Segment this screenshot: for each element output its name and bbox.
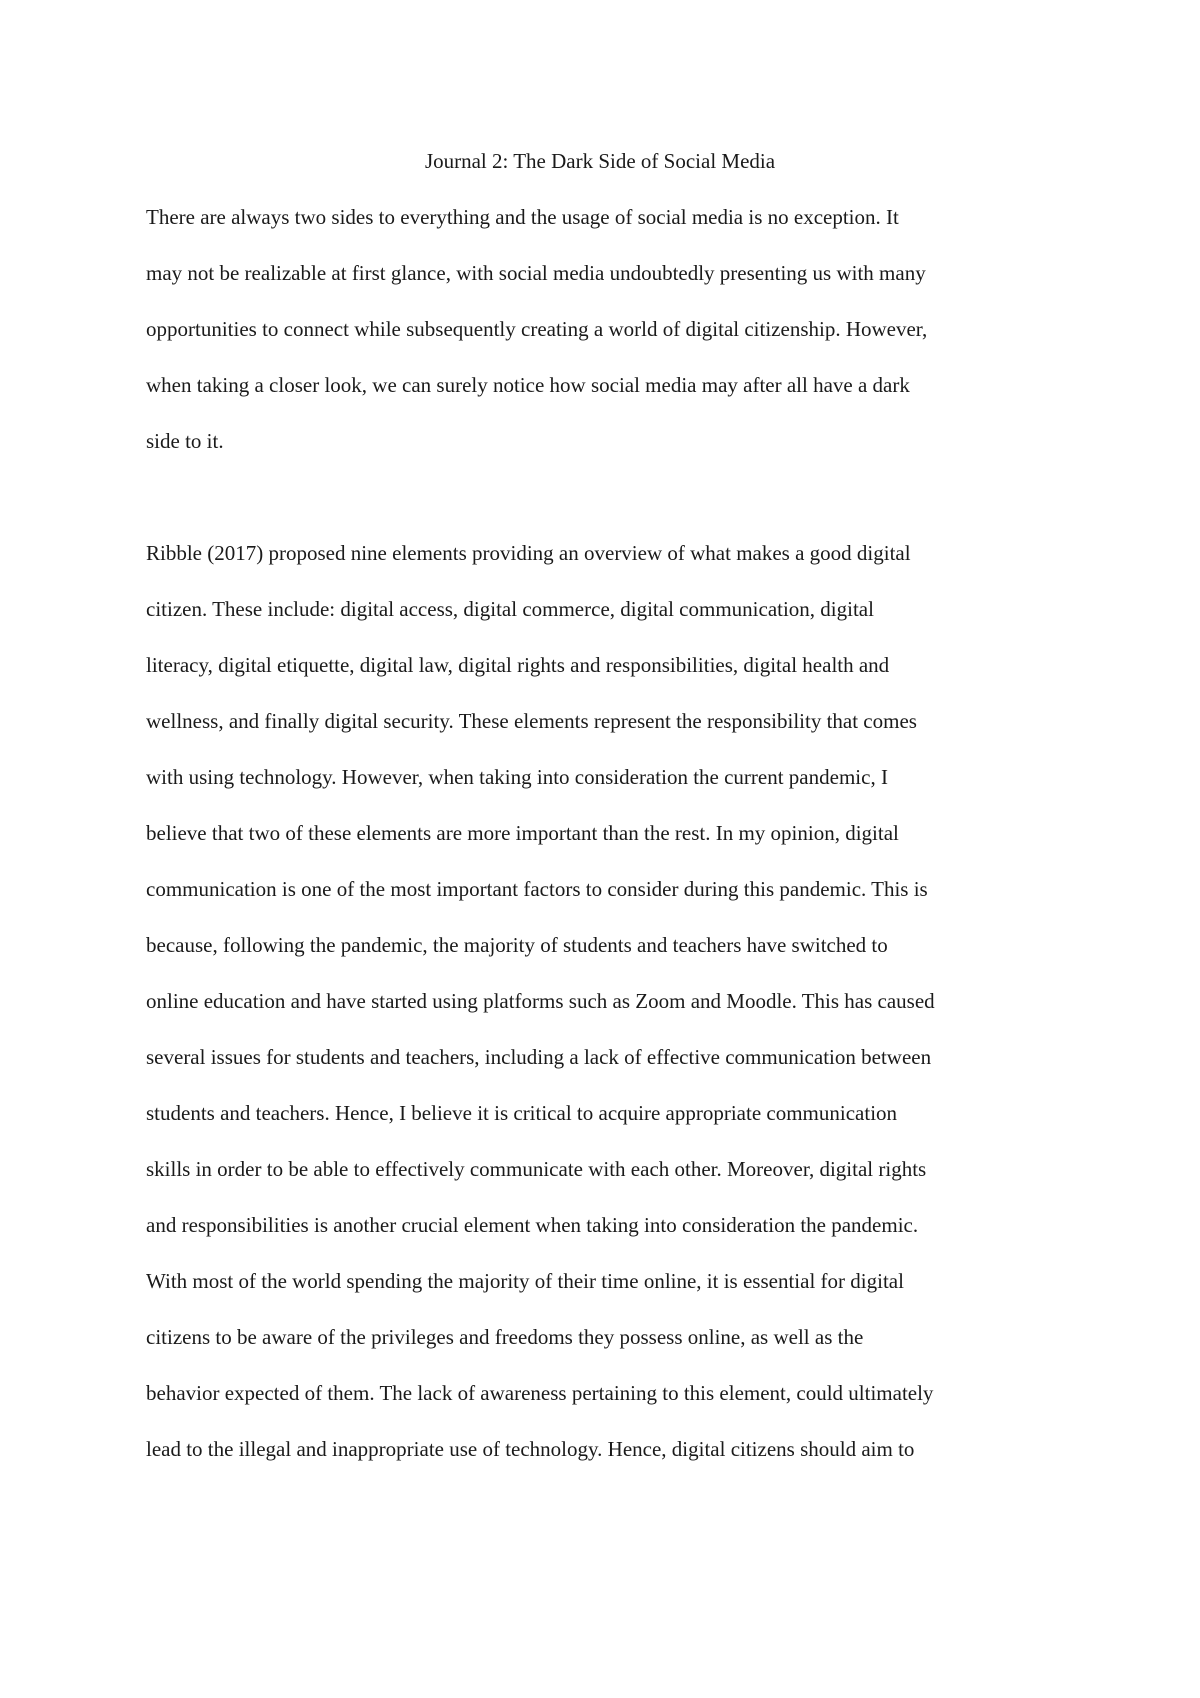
paragraph-line: may not be realizable at first glance, with social media undoubtedly presenting us with many	[146, 261, 926, 285]
paragraph-line: literacy, digital etiquette, digital law, digital rights and responsibilities, digital health and	[146, 653, 890, 677]
paragraph-line: side to it.	[146, 429, 224, 453]
paragraph-line: because, following the pandemic, the majority of students and teachers have switched to	[146, 933, 888, 957]
paragraph-line: online education and have started using platforms such as Zoom and Moodle. This has caused	[146, 989, 935, 1013]
paragraph-line: opportunities to connect while subsequently creating a world of digital citizenship. However,	[146, 317, 928, 341]
paragraph-line: Ribble (2017) proposed nine elements providing an overview of what makes a good digital	[146, 541, 911, 565]
paragraph-line: With most of the world spending the majority of their time online, it is essential for digital	[146, 1269, 904, 1293]
paragraph-line: with using technology. However, when taking into consideration the current pandemic, I	[146, 765, 888, 789]
paragraph-line: behavior expected of them. The lack of awareness pertaining to this element, could ultimately	[146, 1381, 934, 1405]
paragraph-line: when taking a closer look, we can surely notice how social media may after all have a dark	[146, 373, 910, 397]
paragraph-line: skills in order to be able to effectively communicate with each other. Moreover, digital rights	[146, 1157, 927, 1181]
paragraph-line: students and teachers. Hence, I believe it is critical to acquire appropriate communication	[146, 1101, 898, 1125]
paragraph-line: communication is one of the most important factors to consider during this pandemic. This is	[146, 877, 928, 901]
paragraph-line: believe that two of these elements are more important than the rest. In my opinion, digital	[146, 821, 899, 845]
document-title: Journal 2: The Dark Side of Social Media	[424, 149, 776, 173]
paragraph-line: several issues for students and teachers, including a lack of effective communication between	[146, 1045, 932, 1069]
paragraph-line: lead to the illegal and inappropriate use of technology. Hence, digital citizens should aim to	[146, 1437, 915, 1461]
paragraph-line: wellness, and finally digital security. These elements represent the responsibility that comes	[146, 709, 917, 733]
paragraph-line: citizen. These include: digital access, digital commerce, digital communication, digital	[146, 597, 874, 621]
paragraph-line: citizens to be aware of the privileges and freedoms they possess online, as well as the	[146, 1325, 864, 1349]
paragraph-line: There are always two sides to everything and the usage of social media is no exception. It	[146, 205, 899, 229]
paragraph-line: and responsibilities is another crucial element when taking into consideration the pandemic.	[146, 1213, 919, 1237]
